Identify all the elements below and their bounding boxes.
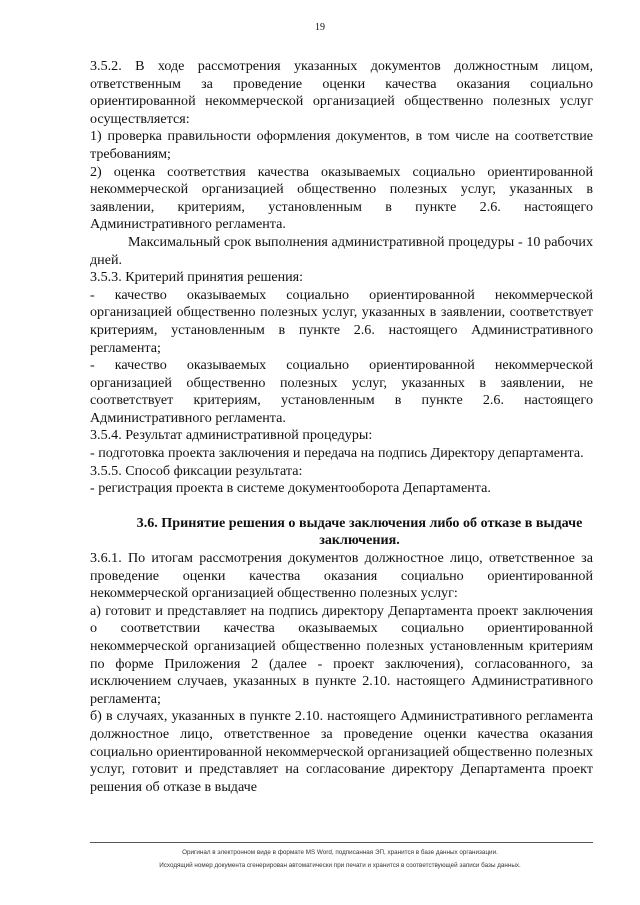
paragraph-criterion-2: - качество оказываемых социально ориентированной некоммерческой организацией общественно полезных услуг, указанных в заявлении, не соответствует критериям, установленным в пункте 2.6. настоящего Административного регламента.: [90, 357, 593, 426]
footer-line-2: Исходящий номер документа сгенерирован автоматически при печати и хранится в соответствующей записи базы данных.: [159, 862, 521, 869]
section-heading-3-6: 3.6. Принятие решения о выдаче заключения либо об отказе в выдаче заключения.: [136, 514, 583, 549]
paragraph-result: - подготовка проекта заключения и передача на подпись Директору департамента.: [90, 445, 584, 462]
paragraph-item-b: б) в случаях, указанных в пункте 2.10. настоящего Административного регламента должностное лицо, ответственное за проведение оценки качества оказания социально ориентированной некоммерческой организацией общественно полезных услуг, готовит и представляет на согласование директору Департамента проект решения об отказе в выдаче: [90, 708, 593, 795]
paragraph-3-6-1: 3.6.1. По итогам рассмотрения документов должностное лицо, ответственное за проведение оценки качества оказания социально ориентированной некоммерческой организацией общественно полезных услуг:: [90, 550, 593, 602]
footer-line-1: Оригинал в электронном виде в формате MS Word, подписанная ЭП, хранится в базе данных организации.: [182, 849, 498, 856]
paragraph-3-5-5: 3.5.5. Способ фиксации результата:: [90, 462, 303, 479]
paragraph-3-5-4: 3.5.4. Результат административной процедуры:: [90, 427, 373, 444]
paragraph-3-5-3: 3.5.3. Критерий принятия решения:: [90, 269, 304, 286]
paragraph-item-a: а) готовит и представляет на подпись директору Департамента проект заключения о соответствии качества оказываемых социально ориентированной некоммерческой организацией общественно полезных установленным критериям по форме Приложения 2 (далее - проект заключения), согласованного, за исключением случаев, указанных в пункте 2.10. настоящего Административного регламента;: [90, 602, 593, 707]
footer-divider: [90, 842, 593, 843]
paragraph-3-5-2: 3.5.2. В ходе рассмотрения указанных документов должностным лицом, ответственным за проведение оценки качества оказания социально ориентированной некоммерческой организацией общественно полезных услуг осуществляется:: [90, 58, 593, 127]
paragraph-criterion-1: - качество оказываемых социально ориентированной некоммерческой организацией общественно полезных услуг, указанных в заявлении, соответствует критериям, установленным в пункте 2.6. настоящего Административного регламента;: [90, 286, 593, 356]
paragraph-max-term: Максимальный срок выполнения административной процедуры - 10 рабочих дней.: [90, 233, 593, 268]
page-number: 19: [315, 22, 325, 33]
paragraph-fixation: - регистрация проекта в системе документооборота Департамента.: [90, 480, 491, 497]
paragraph-item-1: 1) проверка правильности оформления документов, в том числе на соответствие требованиям;: [90, 128, 593, 162]
document-body: [90, 58, 593, 796]
paragraph-item-2: 2) оценка соответствия качества оказываемых социально ориентированной некоммерческой организацией общественно полезных услуг, указанных в заявлении, критериям, установленным в пункте 2.6. настоящего Административного регламента.: [90, 163, 593, 233]
footer-note: [60, 846, 620, 872]
